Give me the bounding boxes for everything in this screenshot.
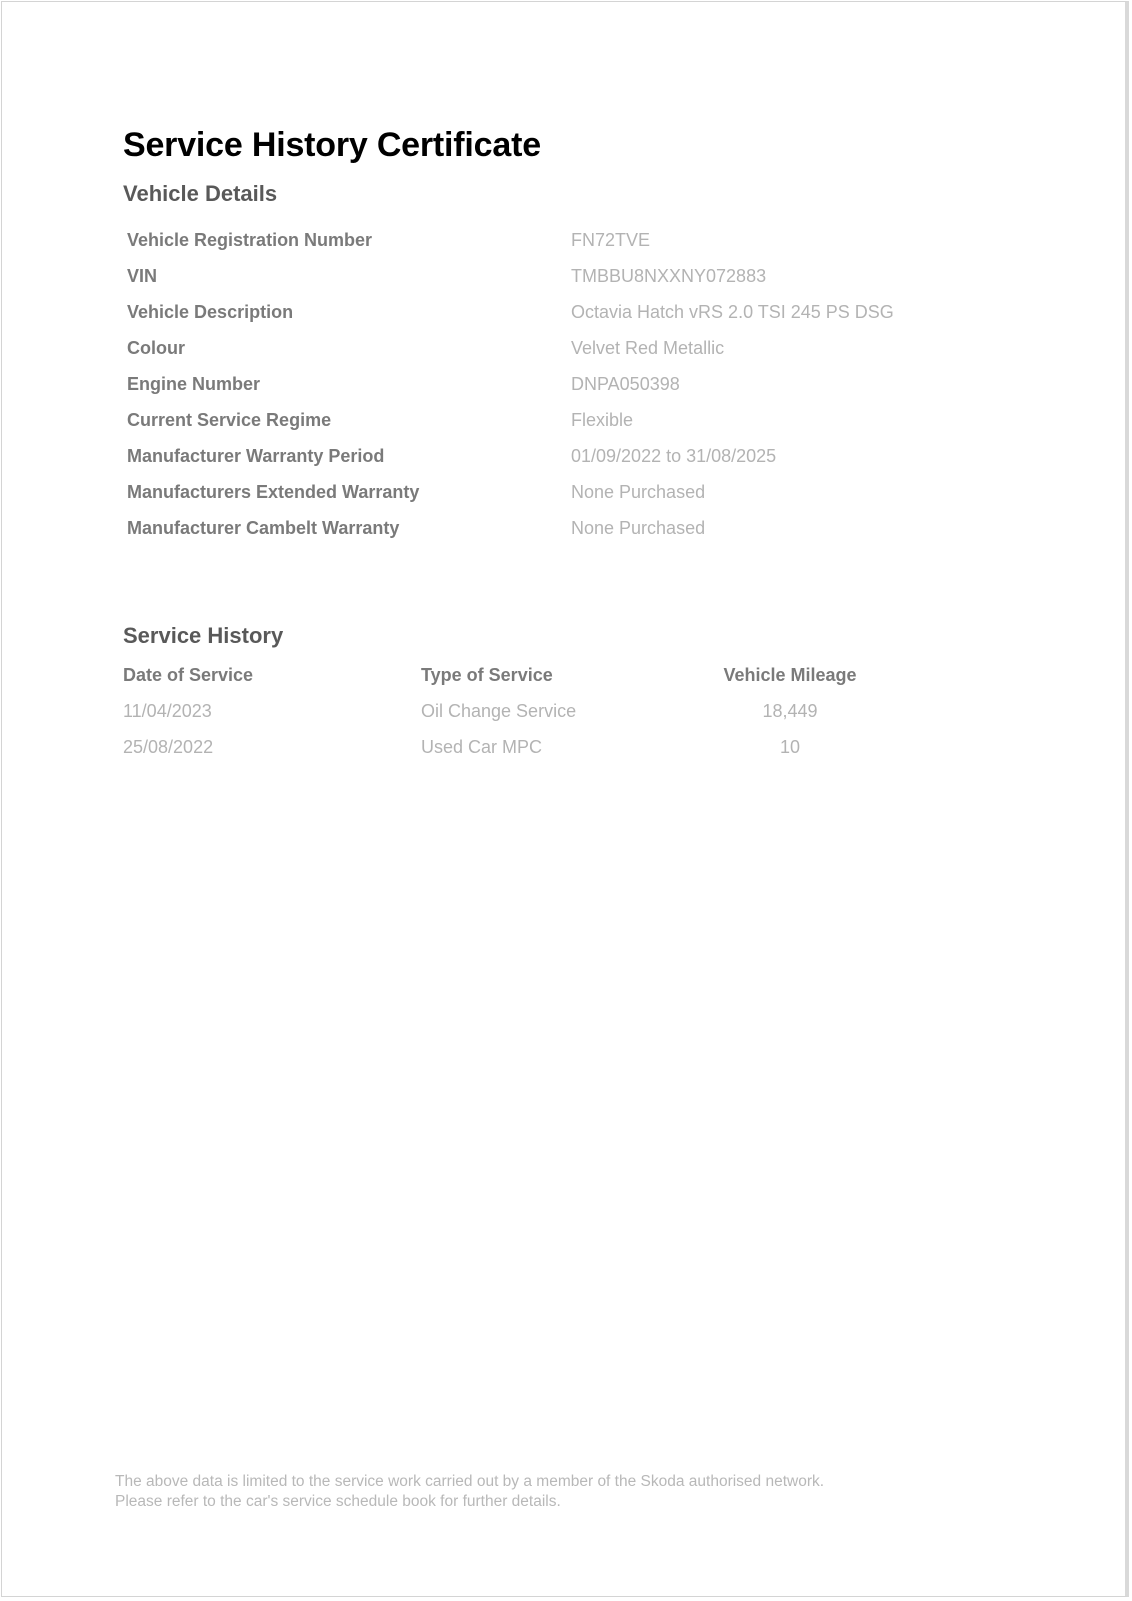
- detail-row-colour: [127, 330, 1027, 366]
- table-row: [123, 693, 883, 729]
- detail-row-description: [127, 294, 1027, 330]
- table-row: [123, 729, 883, 765]
- detail-label: Current Service Regime: [127, 409, 332, 430]
- service-date: 11/04/2023: [123, 700, 212, 721]
- service-type: Oil Change Service: [421, 700, 577, 721]
- detail-label: VIN: [127, 265, 158, 286]
- detail-row-extended-warranty: [127, 474, 1027, 510]
- detail-row-registration: [127, 222, 1027, 258]
- detail-value: None Purchased: [571, 481, 706, 502]
- detail-label: Manufacturer Cambelt Warranty: [127, 517, 400, 538]
- certificate-page: [1, 1, 1129, 1597]
- column-header-date: Date of Service: [123, 664, 254, 685]
- service-history-heading: Service History: [123, 623, 284, 648]
- column-header-mileage: Vehicle Mileage: [723, 664, 857, 685]
- service-history-table: [123, 657, 883, 765]
- detail-value: Flexible: [571, 409, 634, 430]
- disclaimer-line-1: The above data is limited to the service work carried out by a member of the Skoda authorised network.: [115, 1473, 825, 1490]
- service-date: 25/08/2022: [123, 736, 214, 757]
- footer-disclaimer: [115, 1472, 1015, 1512]
- detail-value: None Purchased: [571, 517, 706, 538]
- detail-row-warranty-period: [127, 438, 1027, 474]
- detail-value: FN72TVE: [571, 229, 651, 250]
- vehicle-details-heading: Vehicle Details: [123, 181, 278, 206]
- detail-row-cambelt-warranty: [127, 510, 1027, 546]
- detail-row-vin: [127, 258, 1027, 294]
- page-title: Service History Certificate: [123, 126, 541, 164]
- detail-label: Manufacturer Warranty Period: [127, 445, 385, 466]
- detail-label: Engine Number: [127, 373, 261, 394]
- disclaimer-line-2: Please refer to the car's service schedule book for further details.: [115, 1493, 561, 1510]
- detail-value: DNPA050398: [571, 373, 680, 394]
- detail-value: Octavia Hatch vRS 2.0 TSI 245 PS DSG: [571, 301, 894, 322]
- vehicle-details-table: [127, 222, 1027, 546]
- service-mileage: 18,449: [762, 700, 818, 721]
- detail-label: Vehicle Registration Number: [127, 229, 373, 250]
- service-type: Used Car MPC: [421, 736, 543, 757]
- detail-label: Vehicle Description: [127, 301, 294, 322]
- table-header-row: [123, 657, 883, 693]
- service-mileage: 10: [779, 736, 801, 757]
- detail-label: Manufacturers Extended Warranty: [127, 481, 420, 502]
- detail-value: 01/09/2022 to 31/08/2025: [571, 445, 777, 466]
- detail-value: TMBBU8NXXNY072883: [571, 265, 767, 286]
- detail-value: Velvet Red Metallic: [571, 337, 725, 358]
- column-header-type: Type of Service: [421, 664, 553, 685]
- detail-row-engine-number: [127, 366, 1027, 402]
- detail-row-service-regime: [127, 402, 1027, 438]
- detail-label: Colour: [127, 337, 185, 358]
